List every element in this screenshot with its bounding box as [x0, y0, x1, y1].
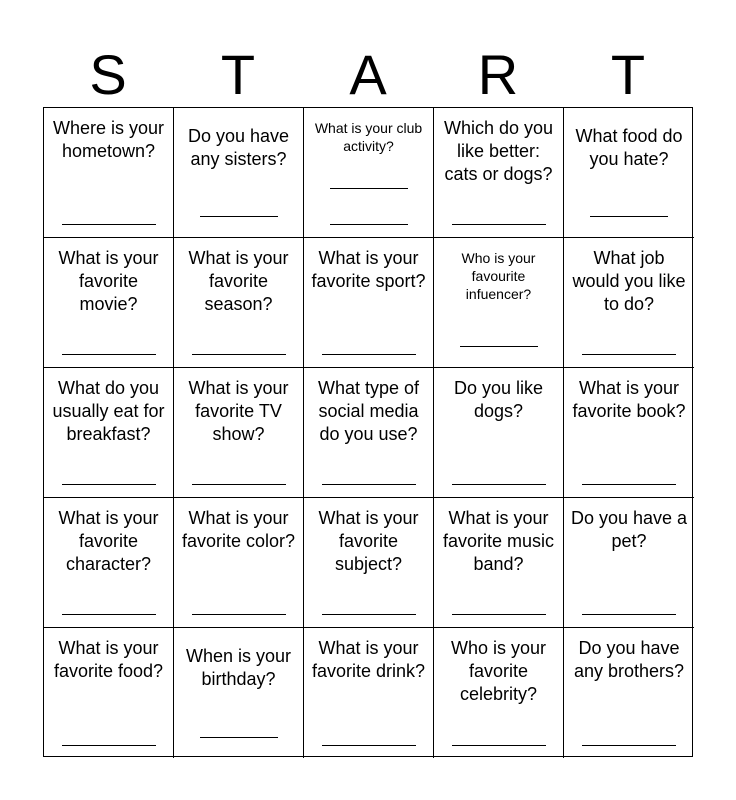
answer-line — [452, 224, 546, 225]
bingo-cell — [304, 628, 434, 758]
bingo-cell — [564, 108, 694, 238]
answer-line — [192, 614, 286, 615]
cell-question: Where is your hometown? — [52, 118, 165, 161]
answer-line — [452, 484, 546, 485]
answer-line — [200, 216, 278, 217]
cell-question: When is your birthday? — [185, 646, 292, 689]
answer-line — [582, 484, 676, 485]
header-letter-t-2: T — [610, 43, 646, 106]
cell-question: Which do you like better: cats or dogs? — [443, 118, 554, 184]
answer-line — [62, 224, 156, 225]
bingo-cell — [174, 368, 304, 498]
bingo-cell — [304, 108, 434, 238]
bingo-cell — [434, 628, 564, 758]
answer-line — [62, 745, 156, 746]
cell-question: What is your favorite movie? — [58, 248, 159, 314]
cell-question: What type of social media do you use? — [317, 378, 420, 444]
bingo-cell — [434, 238, 564, 368]
answer-line — [192, 484, 286, 485]
answer-line — [330, 188, 408, 189]
answer-line — [452, 745, 546, 746]
cell-question: What is your favorite food? — [53, 638, 164, 681]
cell-question: What is your favorite season? — [188, 248, 289, 314]
bingo-cell — [304, 498, 434, 628]
bingo-cell — [434, 368, 564, 498]
answer-line — [330, 224, 408, 225]
answer-line — [62, 354, 156, 355]
cell-question: What is your favorite color? — [181, 508, 296, 551]
bingo-cell — [304, 238, 434, 368]
cell-question: What job would you like to do? — [572, 248, 686, 314]
answer-line — [582, 614, 676, 615]
bingo-cell — [434, 498, 564, 628]
answer-line — [322, 354, 416, 355]
header-letter-r: R — [477, 43, 519, 106]
cell-question: Do you have any brothers? — [573, 638, 685, 681]
bingo-cell — [174, 108, 304, 238]
bingo-cell — [44, 498, 174, 628]
cell-question: Do you have any sisters? — [187, 126, 290, 169]
bingo-cell — [564, 238, 694, 368]
cell-question: What is your favorite drink? — [311, 638, 426, 681]
cell-question: Who is your favorite celebrity? — [450, 638, 547, 704]
bingo-cell — [434, 108, 564, 238]
cell-question: What do you usually eat for breakfast? — [52, 378, 165, 444]
bingo-cell — [44, 628, 174, 758]
answer-line — [200, 737, 278, 738]
bingo-cell — [564, 628, 694, 758]
answer-line — [322, 745, 416, 746]
cell-question: Who is your favourite infuencer? — [461, 250, 536, 302]
answer-line — [582, 745, 676, 746]
bingo-cell — [174, 238, 304, 368]
answer-line — [590, 216, 668, 217]
cell-question: What is your favorite character? — [58, 508, 159, 574]
bingo-cell — [564, 498, 694, 628]
cell-question: What is your favorite subject? — [318, 508, 419, 574]
bingo-cell — [304, 368, 434, 498]
bingo-cell — [44, 108, 174, 238]
cell-question: What is your favorite music band? — [442, 508, 555, 574]
answer-line — [322, 614, 416, 615]
cell-question: What is your favorite sport? — [311, 248, 426, 291]
answer-line — [322, 484, 416, 485]
answer-line — [452, 614, 546, 615]
cell-question: Do you have a pet? — [570, 508, 688, 551]
cell-question: Do you like dogs? — [453, 378, 544, 421]
answer-line — [460, 346, 538, 347]
bingo-cell — [564, 368, 694, 498]
answer-line — [582, 354, 676, 355]
bingo-cell — [174, 628, 304, 758]
cell-question: What is your favorite TV show? — [188, 378, 289, 444]
header-letter-t: T — [220, 43, 256, 106]
bingo-cell — [44, 368, 174, 498]
header-letter-a: A — [349, 43, 387, 106]
cell-question: What food do you hate? — [575, 126, 683, 169]
header-letter-s: S — [89, 43, 127, 106]
cell-question: What is your club activity? — [314, 120, 423, 154]
answer-line — [192, 354, 286, 355]
cell-question: What is your favorite book? — [572, 378, 686, 421]
bingo-header — [43, 45, 693, 105]
answer-line — [62, 484, 156, 485]
bingo-grid — [43, 107, 693, 757]
answer-line — [62, 614, 156, 615]
bingo-cell — [174, 498, 304, 628]
bingo-cell — [44, 238, 174, 368]
